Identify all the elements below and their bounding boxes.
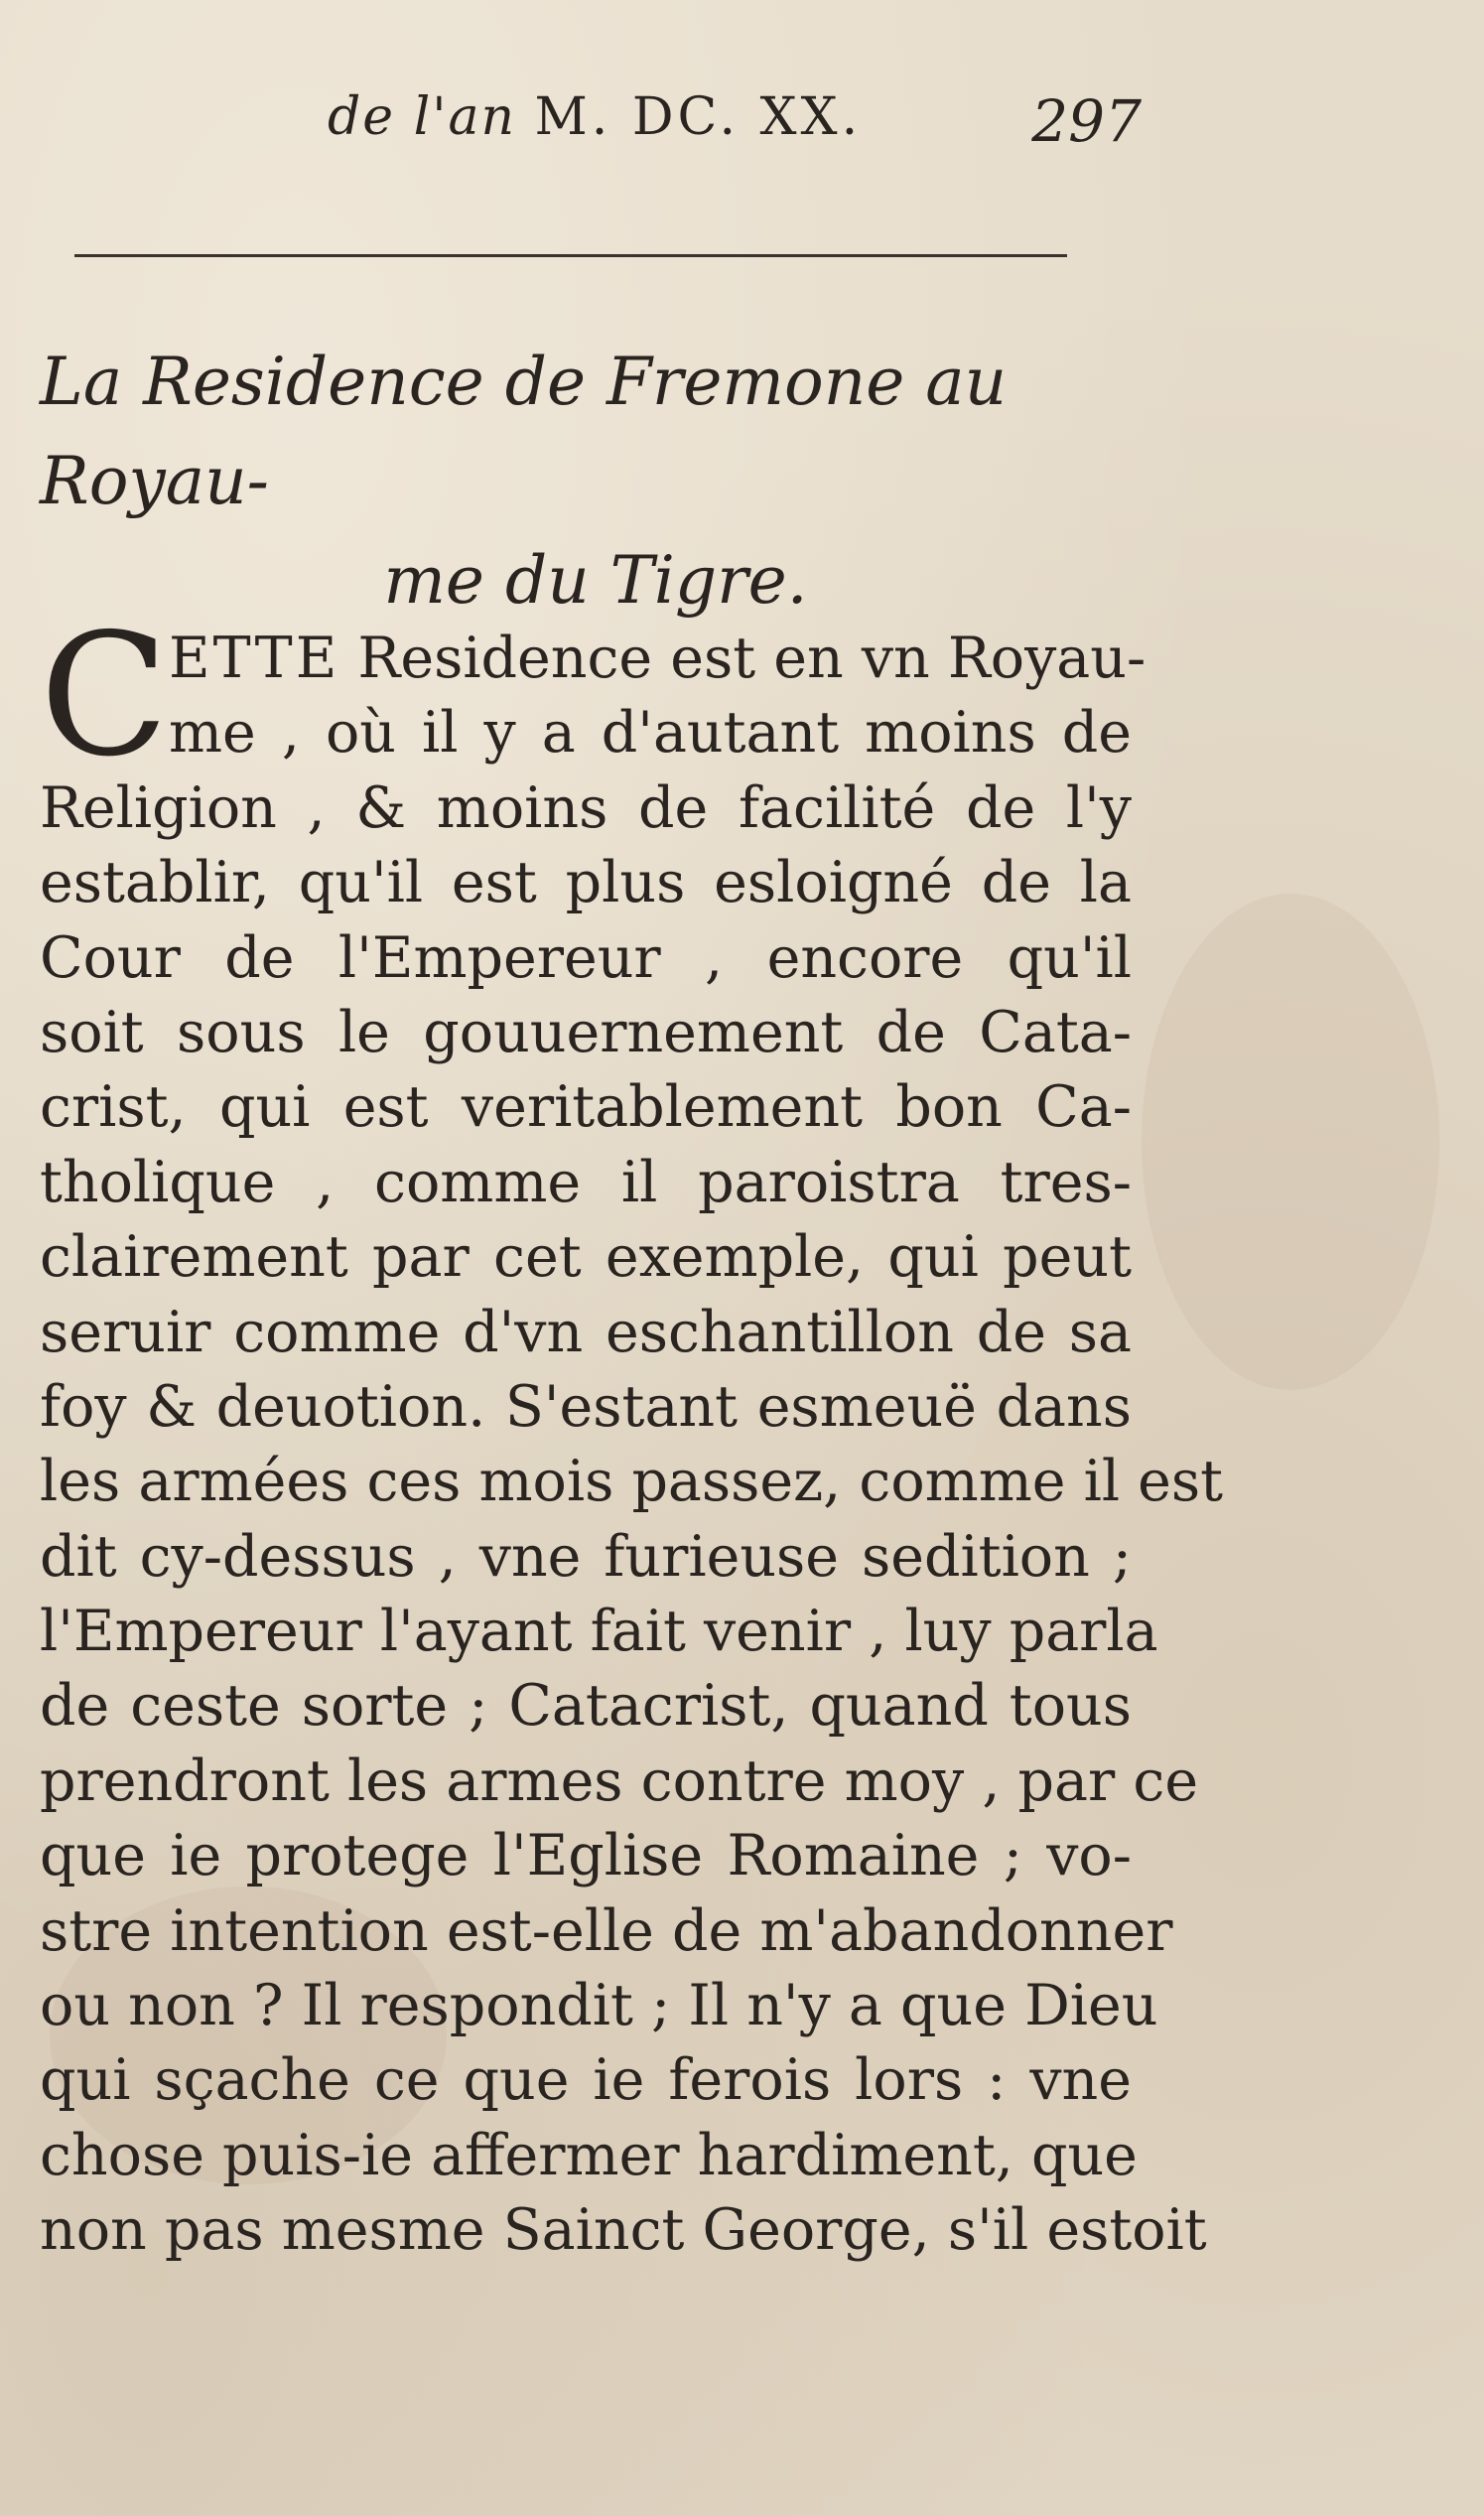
body-line: Cour de l'Empereur , encore qu'il <box>40 924 1132 991</box>
header-rule <box>74 254 1067 257</box>
body-line: que ie protege l'Eglise Romaine ; vo- <box>40 1823 1132 1889</box>
section-title <box>40 333 1151 630</box>
page-header <box>328 87 1142 167</box>
body-line: Religion , & moins de facilité de l'y <box>40 774 1132 841</box>
first-word-small-caps: ETTE <box>169 626 340 691</box>
page-number: 297 <box>1031 87 1142 155</box>
body-line <box>40 622 1147 696</box>
drop-cap: C <box>40 598 170 794</box>
body-text <box>40 598 1224 2269</box>
body-line: qui sçache ce que ie ferois lors : vne <box>40 2047 1132 2114</box>
running-head-caps: M. DC. XX. <box>534 87 863 147</box>
body-line: dit cy-dessus , vne furieuse sedition ; <box>40 1523 1132 1590</box>
body-line: non pas mesme Sainct George, s'il estoit <box>40 2197 1207 2264</box>
title-line-1: La Residence de Fremone au Royau- <box>40 344 1008 519</box>
body-line: chose puis-ie affermer hardiment, que <box>40 2122 1138 2188</box>
running-head <box>328 87 862 147</box>
body-line: clairement par cet exemple, qui peut <box>40 1224 1132 1291</box>
body-line: establir, qu'il est plus esloigné de la <box>40 850 1132 916</box>
body-line: prendront les armes contre moy , par ce <box>40 1747 1199 1814</box>
body-line: foy & deuotion. S'estant esmeuë dans <box>40 1373 1132 1440</box>
body-line: stre intention est-elle de m'abandonner <box>40 1897 1173 1964</box>
body-line: de ceste sorte ; Catacrist, quand tous <box>40 1673 1132 1740</box>
body-line: seruir comme d'vn eschantillon de sa <box>40 1299 1132 1365</box>
body-line: les armées ces mois passez, comme il est <box>40 1449 1224 1515</box>
running-head-italic: de l'an <box>328 87 517 147</box>
body-line: crist, qui est veritablement bon Ca- <box>40 1074 1132 1141</box>
body-line: me , où il y a d'autant moins de <box>169 700 1132 767</box>
body-line: ou non ? Il respondit ; Il n'y a que Dieu <box>40 1973 1158 2039</box>
title-line-2: me du Tigre. <box>383 542 808 619</box>
body-line: soit sous le gouuernement de Cata- <box>40 999 1132 1065</box>
paper-stain <box>1142 894 1439 1390</box>
body-line-text: Residence est en vn Royau- <box>339 626 1147 691</box>
body-line: tholique , comme il paroistra tres- <box>40 1149 1132 1215</box>
body-line: l'Empereur l'ayant fait venir , luy parla <box>40 1599 1158 1665</box>
